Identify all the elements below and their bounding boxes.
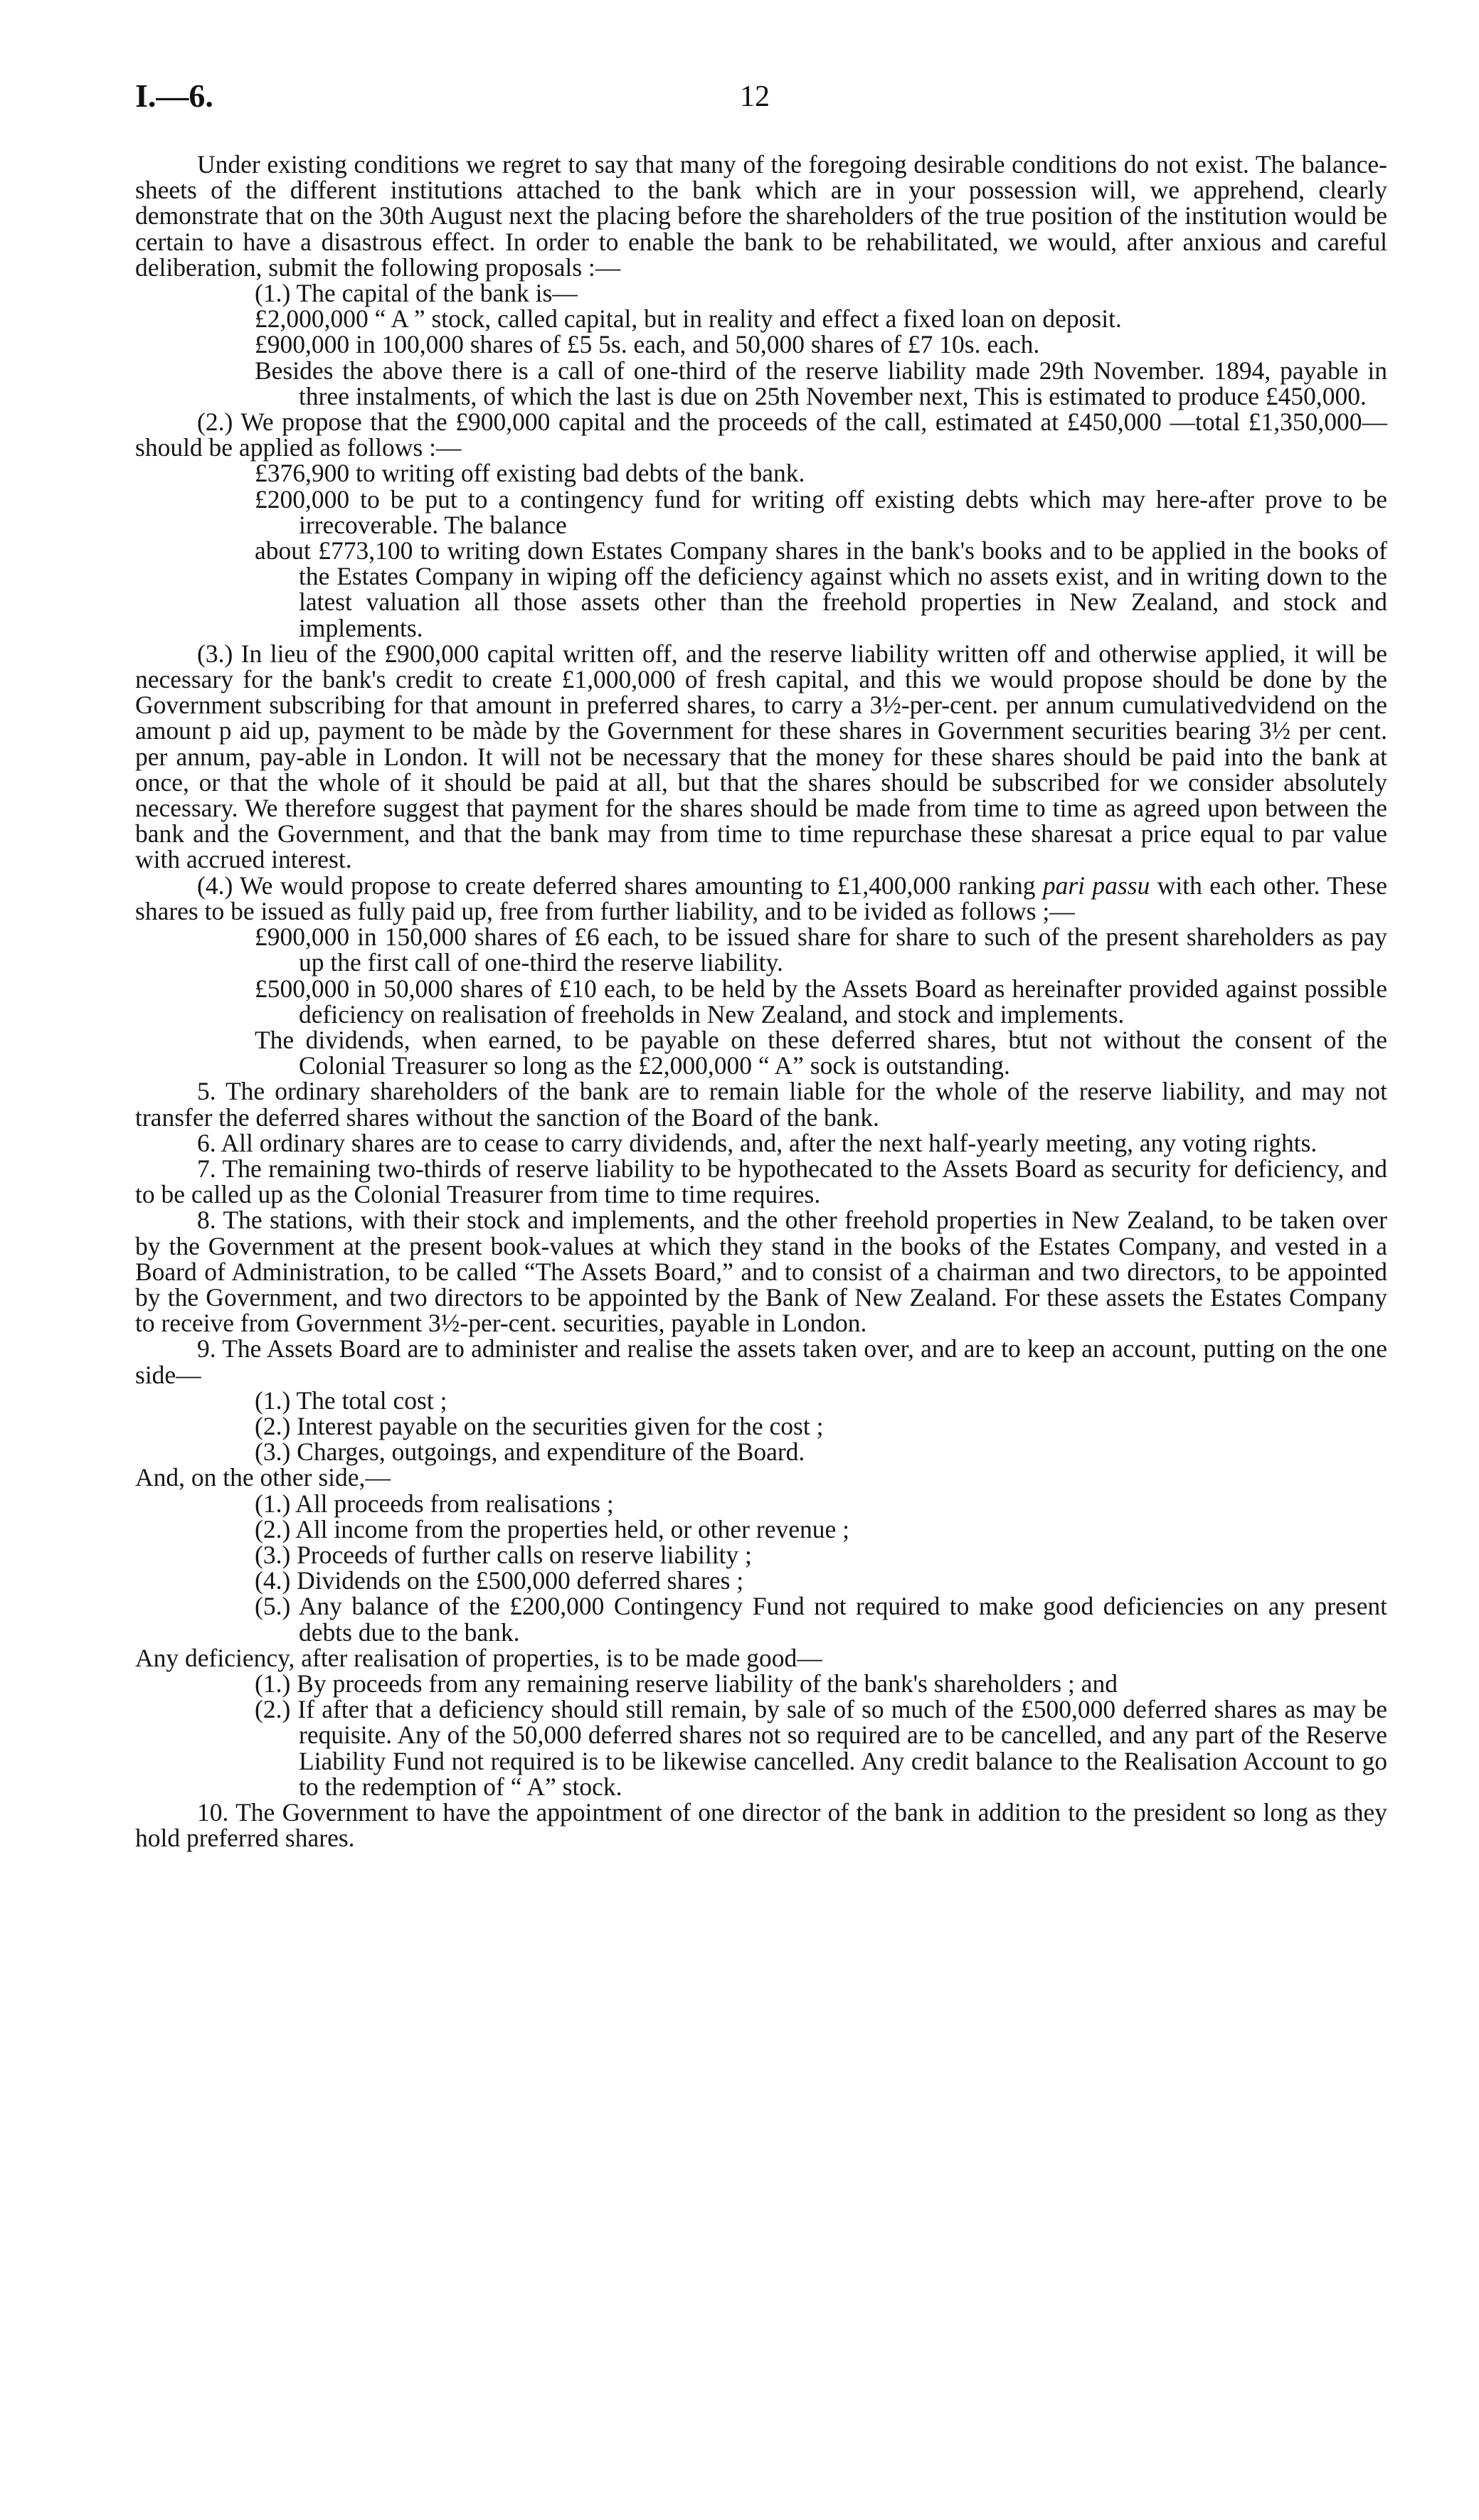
proposal-1-heading: (1.) The capital of the bank is— [255, 279, 578, 308]
clause-7: 7. The remaining two-thirds of reserve liability to be hypothecated to the Assets Board as security for deficiency, and to be called up as the Colonial Treasurer from time to time requires. [135, 1154, 1387, 1209]
application-item: £376,900 to writing off existing bad debts of the bank. [255, 459, 805, 488]
page-header [135, 77, 1387, 119]
application-item: about £773,100 to writing down Estates Company shares in the bank's books and to be applied in the books of the Estates Company in wiping off the deficiency against which no assets exist, and in writing down to the latest valuation all those assets other than the freehold properties in New Zealand, and stock and implements. [255, 536, 1387, 642]
deficiency-label: Any deficiency, after realisation of properties, is to be made good— [135, 1643, 822, 1672]
clause-5: 5. The ordinary shareholders of the bank are to remain liable for the whole of the reserve liability, and may not transfer the deferred shares without the sanction of the Board of the bank. [135, 1077, 1387, 1132]
proposal-4-text-end: with each other. These shares to be issued as fully paid up, free from further liability, and to be ivided as follows ;— [135, 871, 1388, 925]
account-credit-item: (3.) Proceeds of further calls on reserve liability ; [255, 1540, 752, 1569]
account-debit-item: (3.) Charges, outgoings, and expenditure of the Board. [255, 1437, 805, 1467]
capital-item: £2,000,000 “ A ” stock, called capital, but in reality and effect a fixed loan on deposit. [255, 304, 1122, 334]
account-credit-item: (5.) Any balance of the £200,000 Contingency Fund not required to make good deficiencies on any present debts due to the bank. [255, 1592, 1387, 1647]
capital-item: Besides the above there is a call of one-third of the reserve liability made 29th November. 1894, payable in three instalments, of which the last is due on 25th November next, This is estimated to produce £450,000. [255, 356, 1387, 410]
account-debit-item: (1.) The total cost ; [255, 1386, 447, 1415]
intro-paragraph: Under existing conditions we regret to say that many of the foregoing desirable conditions do not exist. The balance-sheets of the different institutions attached to the bank which are in your possession will, we apprehend, clearly demonstrate that on the 30th August next the placing before the shareholders of the true position of the institution would be certain to have a disastrous effect. In order to enable the bank to be rehabilitated, we would, after anxious and careful deliberation, submit the following proposals :— [135, 150, 1387, 282]
pari-passu-italic: pari passu [1042, 871, 1150, 900]
deficiency-item: (1.) By proceeds from any remaining reserve liability of the bank's shareholders ; and [255, 1669, 1118, 1698]
capital-item: £900,000 in 100,000 shares of £5 5s. each, and 50,000 shares of £7 10s. each. [255, 330, 1040, 359]
clause-8: 8. The stations, with their stock and implements, and the other freehold properties in New Zealand, to be taken over by the Government at the present book-values at which they stand in the books of the Estates Company, and vested in a Board of Administration, to be called “The Assets Board,” and to consist of a chairman and two directors, to be appointed by the Government, and two directors to be appointed by the Bank of New Zealand. For these assets the Estates Company to receive from Government 3½-per-cent. securities, payable in London. [135, 1206, 1387, 1338]
deficiency-item: (2.) If after that a deficiency should still remain, by sale of so much of the £500,000 deferred shares as may be requisite. Any of the 50,000 deferred shares not so required are to be cancelled, and any part of the Reserve Liability Fund not required is to be likewise cancelled. Any credit balance to the Realisation Account to go to the redemption of “ A” stock. [255, 1695, 1387, 1801]
account-credit-item: (4.) Dividends on the £500,000 deferred shares ; [255, 1566, 744, 1595]
deferred-share-item: £900,000 in 150,000 shares of £6 each, to be issued share for share to such of the present shareholders as pay up the first call of one-third the reserve liability. [255, 923, 1387, 977]
account-debit-item: (2.) Interest payable on the securities given for the cost ; [255, 1411, 824, 1440]
proposal-4-text-start: (4.) We would propose to create deferred shares amounting to £1,400,000 ranking [197, 871, 1036, 900]
proposal-4-paragraph [135, 873, 1387, 924]
page-number: 12 [740, 80, 770, 113]
clause-10: 10. The Government to have the appointment of one director of the bank in addition to the president so long as they hold preferred shares. [135, 1798, 1387, 1853]
dividend-note: The dividends, when earned, to be payable on these deferred shares, btut not without the consent of the Colonial Treasurer so long as the £2,000,000 “ A” sock is outstanding. [255, 1025, 1387, 1080]
proposal-3-paragraph: (3.) In lieu of the £900,000 capital written off, and the reserve liability written off and otherwise applied, it will be necessary for the bank's credit to create £1,000,000 of fresh capital, and this we would propose should be done by the Government subscribing for that amount in preferred shares, to carry a 3½-per-cent. per annum cumulativedvidend on the amount p aid up, payment to be màde by the Government for these shares in Government securities bearing 3½ per cent. per annum, pay-able in London. It will not be necessary that the money for these shares should be paid into the bank at once, or that the whole of it should be paid at all, but that the shares should be subscribed for we consider absolutely necessary. We therefore suggest that payment for the shares should be made from time to time as agreed upon between the bank and the Government, and that the bank may from time to time repurchase these sharesat a price equal to par value with accrued interest. [135, 639, 1387, 874]
deferred-share-item: £500,000 in 50,000 shares of £10 each, to be held by the Assets Board as hereinafter provided against possible deficiency on realisation of freeholds in New Zealand, and stock and implements. [255, 974, 1387, 1028]
document-body [135, 151, 1387, 1851]
application-item: £200,000 to be put to a contingency fund for writing off existing debts which may here-after prove to be irrecoverable. The balance [255, 484, 1387, 539]
clause-9: 9. The Assets Board are to administer and realise the assets taken over, and are to keep an account, putting on the one side— [135, 1334, 1387, 1389]
account-credit-item: (2.) All income from the properties held, or other revenue ; [255, 1514, 849, 1543]
other-side-label: And, on the other side,— [135, 1463, 391, 1492]
clause-6: 6. All ordinary shares are to cease to carry dividends, and, after the next half-yearly meeting, any voting rights. [197, 1128, 1318, 1157]
account-credit-item: (1.) All proceeds from realisations ; [255, 1489, 614, 1518]
document-reference: I.—6. [135, 78, 213, 114]
proposal-2-paragraph: (2.) We propose that the £900,000 capital and the proceeds of the call, estimated at £450,000 —total £1,350,000—should be applied as follows :— [135, 408, 1387, 462]
